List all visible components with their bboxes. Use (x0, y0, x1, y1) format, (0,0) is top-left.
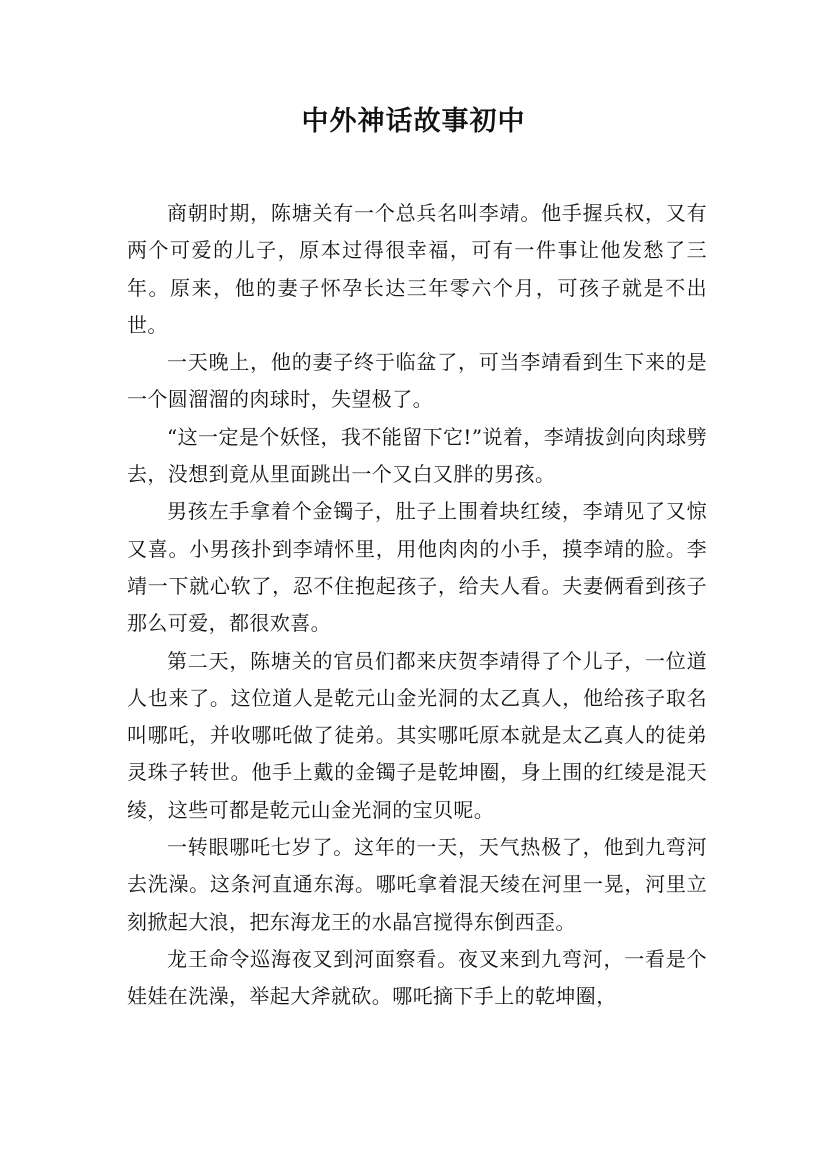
paragraph: 一天晚上，他的妻子终于临盆了，可当李靖看到生下来的是一个圆溜溜的肉球时，失望极了。 (127, 350, 707, 412)
paragraph: 一转眼哪吒七岁了。这年的一天，天气热极了，他到九弯河去洗澡。这条河直通东海。哪吒拿着混天绫在河里一晃，河里立刻掀起大浪，把东海龙王的水晶宫搅得东倒西歪。 (127, 835, 707, 934)
document-title: 中外神话故事初中 (301, 106, 526, 137)
document-body (127, 195, 707, 1016)
paragraph: “这一定是个妖怪，我不能留下它!”说着，李靖拔剑向肉球劈去，没想到竟从里面跳出一个又白又胖的男孩。 (127, 424, 707, 487)
paragraph: 商朝时期，陈塘关有一个总兵名叫李靖。他手握兵权，又有两个可爱的儿子，原本过得很幸福，可有一件事让他发愁了三年。原来，他的妻子怀孕长达三年零六个月，可孩子就是不出世。 (127, 201, 707, 337)
paragraph: 第二天，陈塘关的官员们都来庆贺李靖得了个儿子，一位道人也来了。这位道人是乾元山金光洞的太乙真人，他给孩子取名叫哪吒，并收哪吒做了徒弟。其实哪吒原本就是太乙真人的徒弟灵珠子转世。他手上戴的金镯子是乾坤圈，身上围的红绫是混天绫，这些可都是乾元山金光洞的宝贝呢。 (127, 648, 707, 822)
paragraph: 龙王命令巡海夜叉到河面察看。夜叉来到九弯河，一看是个娃娃在洗澡，举起大斧就砍。哪吒摘下手上的乾坤圈， (127, 946, 707, 1009)
paragraph: 男孩左手拿着个金镯子，肚子上围着块红绫，李靖见了又惊又喜。小男孩扑到李靖怀里，用他肉肉的小手，摸李靖的脸。李靖一下就心软了，忍不住抱起孩子，给夫人看。夫妻俩看到孩子那么可爱，都很欢喜。 (127, 499, 707, 636)
